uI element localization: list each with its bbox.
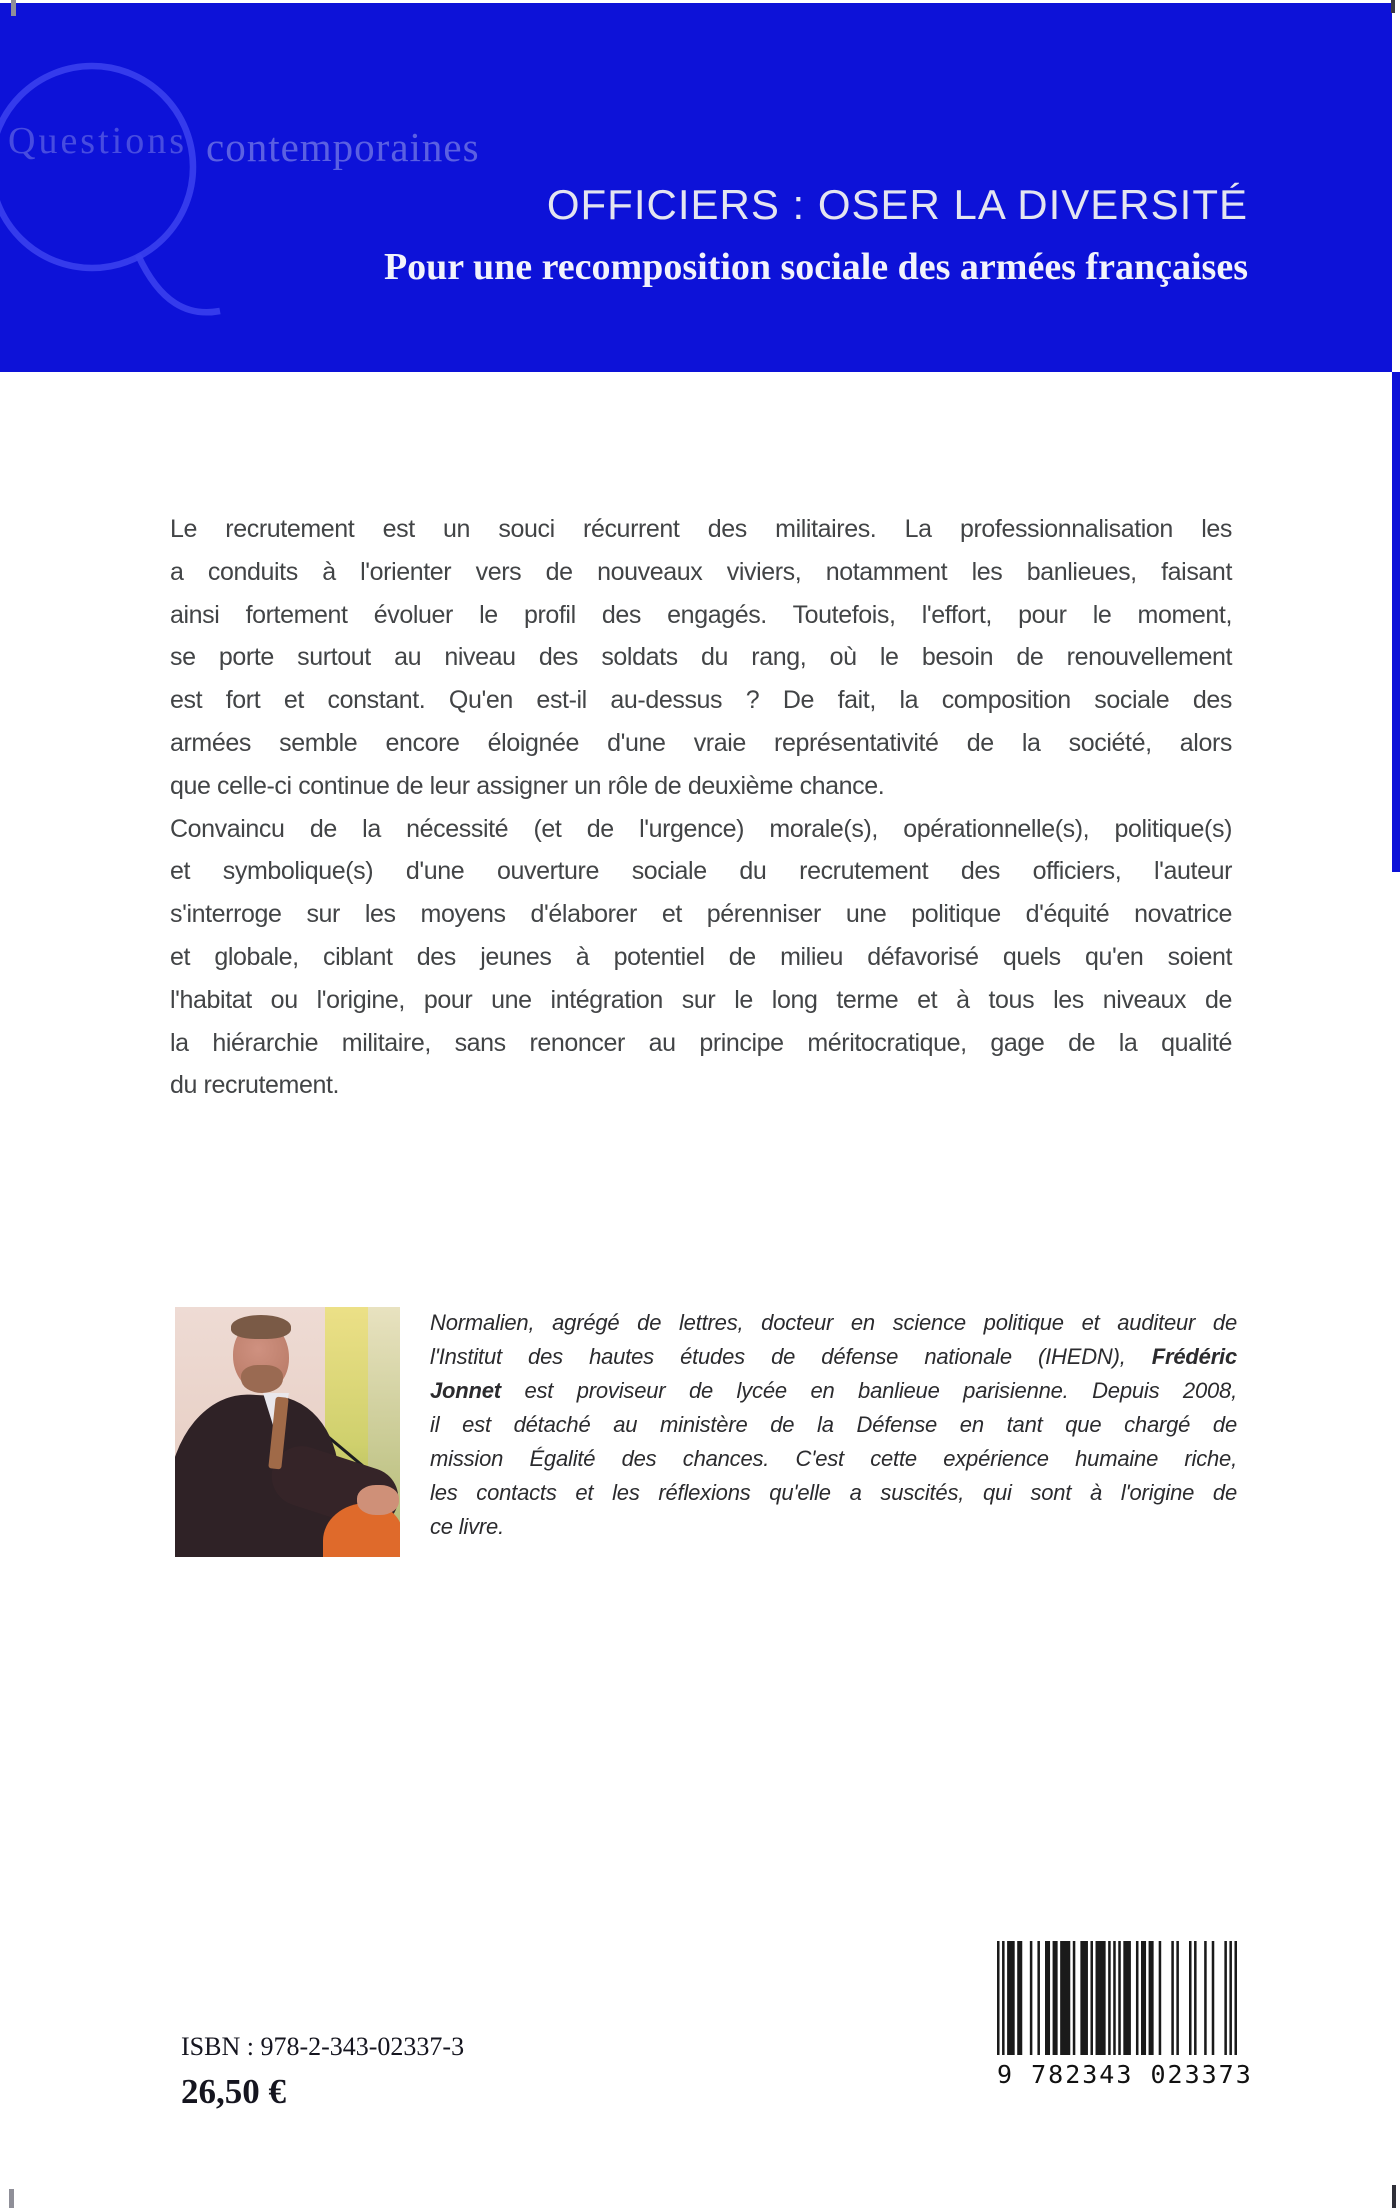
synopsis-paragraph (170, 508, 1232, 808)
banner (0, 3, 1392, 372)
bio-line: les contacts et les réflexions qu'elle a suscités, qui sont à l'origine de (430, 1480, 1237, 1505)
synopsis-line: l'habitat ou l'origine, pour une intégration sur le long terme et à tous les niveaux de (170, 985, 1232, 1014)
barcode (997, 1941, 1253, 2089)
isbn-text: ISBN : 978-2-343-02337-3 (181, 2032, 465, 2061)
book-title: OFFICIERS : OSER LA DIVERSITÉ (546, 181, 1248, 228)
synopsis-paragraph (170, 808, 1232, 1108)
bio-line: mission Égalité des chances. C'est cette expérience humaine riche, (430, 1446, 1237, 1471)
bio-line: il est détaché au ministère de la Défense en tant que chargé de (430, 1412, 1237, 1437)
barcode-bars (997, 1941, 1237, 2055)
synopsis-line: la hiérarchie militaire, sans renoncer au principe méritocratique, gage de la qualité (170, 1028, 1232, 1057)
scan-mark-top-left (11, 0, 16, 16)
collection-name-contemporaines: contemporaines (206, 124, 480, 170)
barcode-digits: 9 782343 023373 (997, 2060, 1253, 2089)
synopsis-line: et symbolique(s) d'une ouverture sociale du recrutement des officiers, l'auteur (170, 857, 1232, 886)
book-subtitle: Pour une recomposition sociale des armées françaises (383, 246, 1248, 288)
synopsis (170, 508, 1232, 1107)
bio-line: ce livre. (430, 1514, 504, 1539)
scan-mark-bottom-left (9, 2189, 14, 2208)
author-bio (430, 1306, 1237, 1544)
synopsis-line: se porte surtout au niveau des soldats du rang, où le besoin de renouvellement (170, 643, 1232, 672)
right-edge-blue-strip (1392, 372, 1400, 872)
synopsis-line: ainsi fortement évoluer le profil des engagés. Toutefois, l'effort, pour le moment, (170, 600, 1232, 629)
synopsis-line: Le recrutement est un souci récurrent des militaires. La professionnalisation les (170, 515, 1232, 543)
bio-line: Jonnet est proviseur de lycée en banlieue parisienne. Depuis 2008, (430, 1378, 1237, 1403)
scan-mark-top-right (1391, 0, 1395, 13)
synopsis-line: a conduits à l'orienter vers de nouveaux viviers, notamment les banlieues, faisant (170, 557, 1232, 586)
synopsis-line: du recrutement. (170, 1071, 340, 1100)
price-text: 26,50 € (181, 2072, 286, 2111)
author-hand-shape (357, 1485, 399, 1515)
collection-name-questions: Questions (8, 120, 187, 162)
synopsis-line: est fort et constant. Qu'en est-il au-dessus ? De fait, la composition sociale des (170, 686, 1232, 715)
synopsis-line: armées semble encore éloignée d'une vraie représentativité de la société, alors (170, 728, 1232, 757)
synopsis-line: Convaincu de la nécessité (et de l'urgence) morale(s), opérationnelle(s), politique(s) (170, 814, 1232, 843)
synopsis-line: que celle-ci continue de leur assigner un rôle de deuxième chance. (170, 771, 885, 800)
author-photo (175, 1307, 400, 1557)
bio-line: Normalien, agrégé de lettres, docteur en science politique et auditeur de (430, 1310, 1237, 1335)
synopsis-line: et globale, ciblant des jeunes à potentiel de milieu défavorisé quels qu'en soient (170, 942, 1232, 971)
synopsis-line: s'interroge sur les moyens d'élaborer et pérenniser une politique d'équité novatrice (170, 900, 1232, 929)
author-hair-shape (231, 1315, 291, 1339)
scan-mark-bottom-right (1392, 2185, 1396, 2208)
author-beard-shape (241, 1365, 283, 1393)
q-logo-icon (0, 55, 248, 355)
bio-line: l'Institut des hautes études de défense nationale (IHEDN), Frédéric (430, 1344, 1237, 1369)
